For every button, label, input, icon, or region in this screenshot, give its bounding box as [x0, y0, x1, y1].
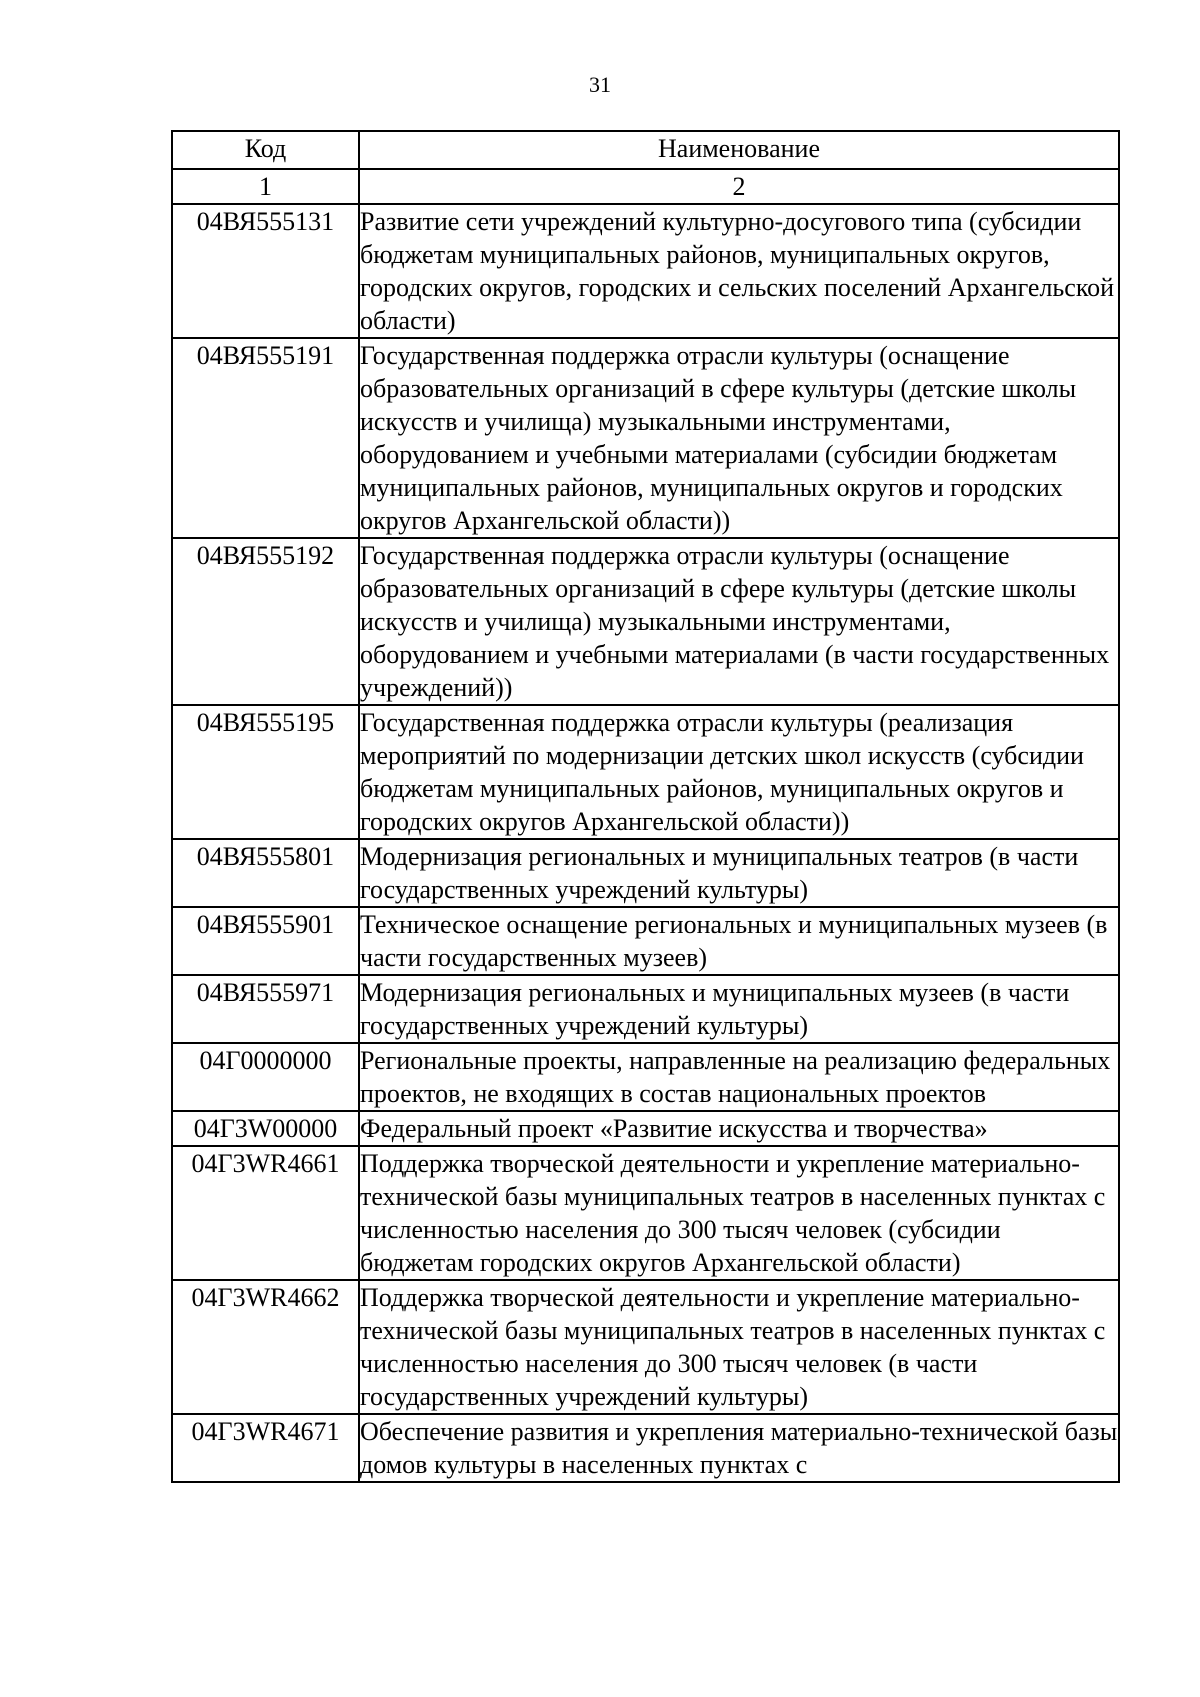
table-row [172, 204, 1119, 338]
row-code: 04Г3WR4671 [172, 1414, 359, 1482]
row-name: Государственная поддержка отрасли культуры (оснащение образовательных организаций в сфере культуры (детские школы искусств и училища) музыкальными инструментами, оборудованием и учебными материалами (субсидии бюджетам муниципальных районов, муниципальных округов и городских округов Архангельской области)) [359, 338, 1119, 538]
row-code: 04Г3WR4662 [172, 1280, 359, 1414]
row-name: Модернизация региональных и муниципальных театров (в части государственных учреждений культуры) [359, 839, 1119, 907]
row-code: 04ВЯ555971 [172, 975, 359, 1043]
row-name: Федеральный проект «Развитие искусства и творчества» [359, 1111, 1119, 1146]
row-name: Развитие сети учреждений культурно-досугового типа (субсидии бюджетам муниципальных районов, муниципальных округов, городских округов, городских и сельских поселений Архангельской области) [359, 204, 1119, 338]
table-row [172, 338, 1119, 538]
row-name: Модернизация региональных и муниципальных музеев (в части государственных учреждений культуры) [359, 975, 1119, 1043]
row-name: Государственная поддержка отрасли культуры (реализация мероприятий по модернизации детских школ искусств (субсидии бюджетам муниципальных районов, муниципальных округов и городских округов Архангельской области)) [359, 705, 1119, 839]
table-header [172, 131, 1119, 204]
header-row [172, 131, 1119, 169]
row-code: 04Г0000000 [172, 1043, 359, 1111]
row-code: 04ВЯ555192 [172, 538, 359, 705]
table-row [172, 1414, 1119, 1482]
table-row [172, 1280, 1119, 1414]
row-code: 04Г3W00000 [172, 1111, 359, 1146]
row-code: 04ВЯ555901 [172, 907, 359, 975]
row-code: 04ВЯ555801 [172, 839, 359, 907]
table-body [172, 204, 1119, 1482]
row-name: Поддержка творческой деятельности и укрепление материально-технической базы муниципальных театров в населенных пунктах с численностью населения до 300 тысяч человек (в части государственных учреждений культуры) [359, 1280, 1119, 1414]
table-row [172, 975, 1119, 1043]
table-row [172, 839, 1119, 907]
table-row [172, 1146, 1119, 1280]
row-name: Техническое оснащение региональных и муниципальных музеев (в части государственных музеев) [359, 907, 1119, 975]
table-row [172, 1043, 1119, 1111]
header-name: Наименование [359, 131, 1119, 169]
row-name: Региональные проекты, направленные на реализацию федеральных проектов, не входящих в состав национальных проектов [359, 1043, 1119, 1111]
code-table [171, 130, 1120, 1483]
row-code: 04ВЯ555195 [172, 705, 359, 839]
table-row [172, 705, 1119, 839]
row-code: 04ВЯ555131 [172, 204, 359, 338]
table-row [172, 538, 1119, 705]
column-number-code: 1 [172, 169, 359, 204]
header-code: Код [172, 131, 359, 169]
page-number: 31 [589, 72, 611, 97]
row-code: 04ВЯ555191 [172, 338, 359, 538]
table-row [172, 907, 1119, 975]
row-name: Обеспечение развития и укрепления материально-технической базы домов культуры в населенных пунктах с [359, 1414, 1119, 1482]
row-code: 04Г3WR4661 [172, 1146, 359, 1280]
row-name: Поддержка творческой деятельности и укрепление материально-технической базы муниципальных театров в населенных пунктах с численностью населения до 300 тысяч человек (субсидии бюджетам городских округов Архангельской области) [359, 1146, 1119, 1280]
column-number-row [172, 169, 1119, 204]
row-name: Государственная поддержка отрасли культуры (оснащение образовательных организаций в сфере культуры (детские школы искусств и училища) музыкальными инструментами, оборудованием и учебными материалами (в части государственных учреждений)) [359, 538, 1119, 705]
table-row [172, 1111, 1119, 1146]
column-number-name: 2 [359, 169, 1119, 204]
